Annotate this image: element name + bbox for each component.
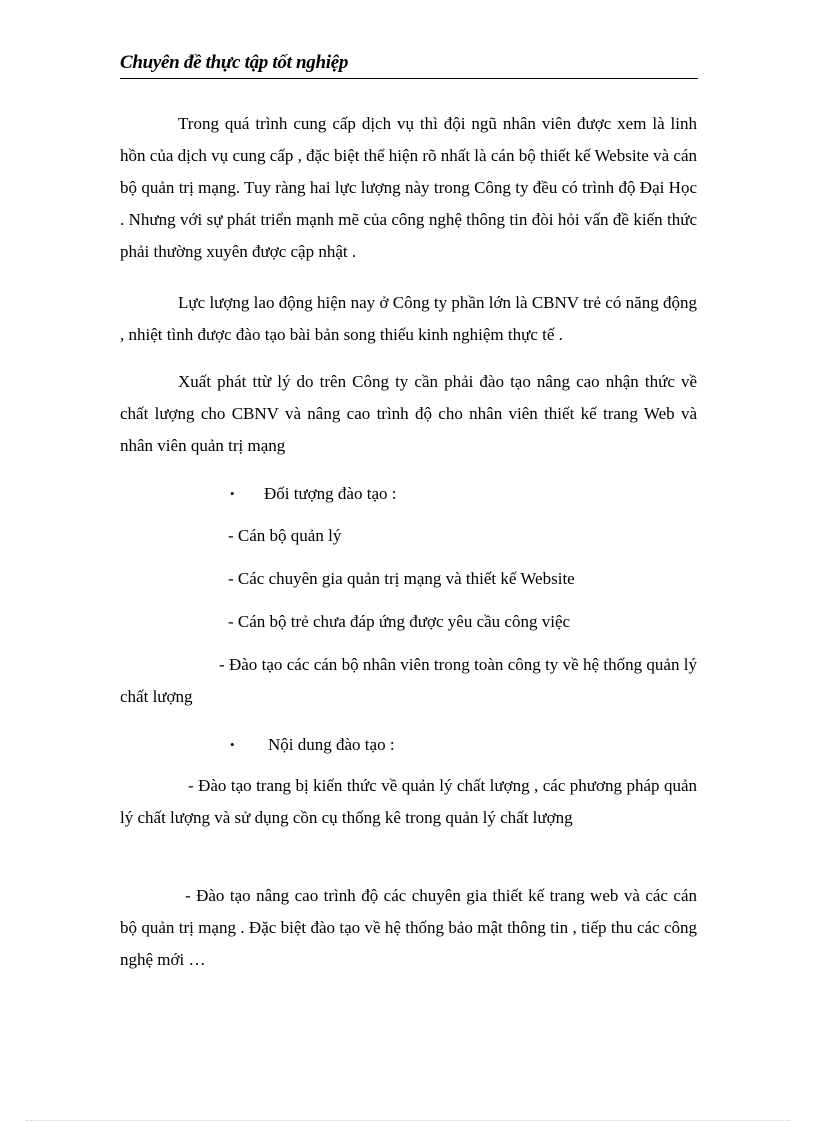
paragraph-content-web: - Đào tạo nâng cao trình độ các chuyên gia thiết kế trang web và các cán bộ quản trị mạng . Đặc biệt đào tạo về hệ thống bảo mật thông tin , tiếp thu các công nghệ mới … — [120, 886, 697, 969]
list-item: - Cán bộ quản lý — [228, 526, 342, 545]
list-item: - Cán bộ trẻ chưa đáp ứng được yêu cầu công việc — [228, 612, 571, 631]
paragraph-service-staff: Trong quá trình cung cấp dịch vụ thì đội ngũ nhân viên được xem là linh hồn của dịch vụ cung cấp , đặc biệt thể hiện rõ nhất là cán bộ thiết kế Website và cán bộ quản trị mạng. Tuy ràng hai lực lượng này trong Công ty đều có trình độ Đại Học . Nhưng với sự phát triển mạnh mẽ của công nghệ thông tin đòi hỏi vấn đề kiến thức phải thường xuyên được cập nhật . — [120, 114, 697, 261]
page-footer-divider — [26, 1120, 790, 1121]
bullet-icon: • — [230, 737, 235, 752]
list-item: - Các chuyên gia quản trị mạng và thiết kế Website — [228, 569, 575, 588]
paragraph-training-need: Xuất phát ttừ lý do trên Công ty cần phải đào tạo nâng cao nhận thức về chất lượng cho CBNV và nâng cao trình độ cho nhân viên thiết kế trang Web và nhân viên quản trị mạng — [120, 372, 697, 455]
bullet-icon: • — [230, 486, 235, 501]
paragraph-quality-training: - Đào tạo các cán bộ nhân viên trong toàn công ty về hệ thống quản lý chất lượng — [120, 655, 697, 706]
page-header — [120, 52, 698, 79]
paragraph-content-quality: - Đào tạo trang bị kiến thức về quản lý chất lượng , các phương pháp quản lý chất lượng và sử dụng cồn cụ thống kê trong quản lý chất lượng — [120, 776, 697, 827]
bullet-training-content: Nội dung đào tạo : — [268, 735, 395, 754]
bullet-training-targets: Đối tượng đào tạo : — [264, 484, 397, 503]
header-title: Chuyên đề thực tập tốt nghiệp — [120, 52, 349, 73]
paragraph-workforce: Lực lượng lao động hiện nay ở Công ty phần lớn là CBNV trẻ có năng động , nhiệt tình được đào tạo bài bản song thiếu kinh nghiệm thực tế . — [120, 293, 697, 344]
